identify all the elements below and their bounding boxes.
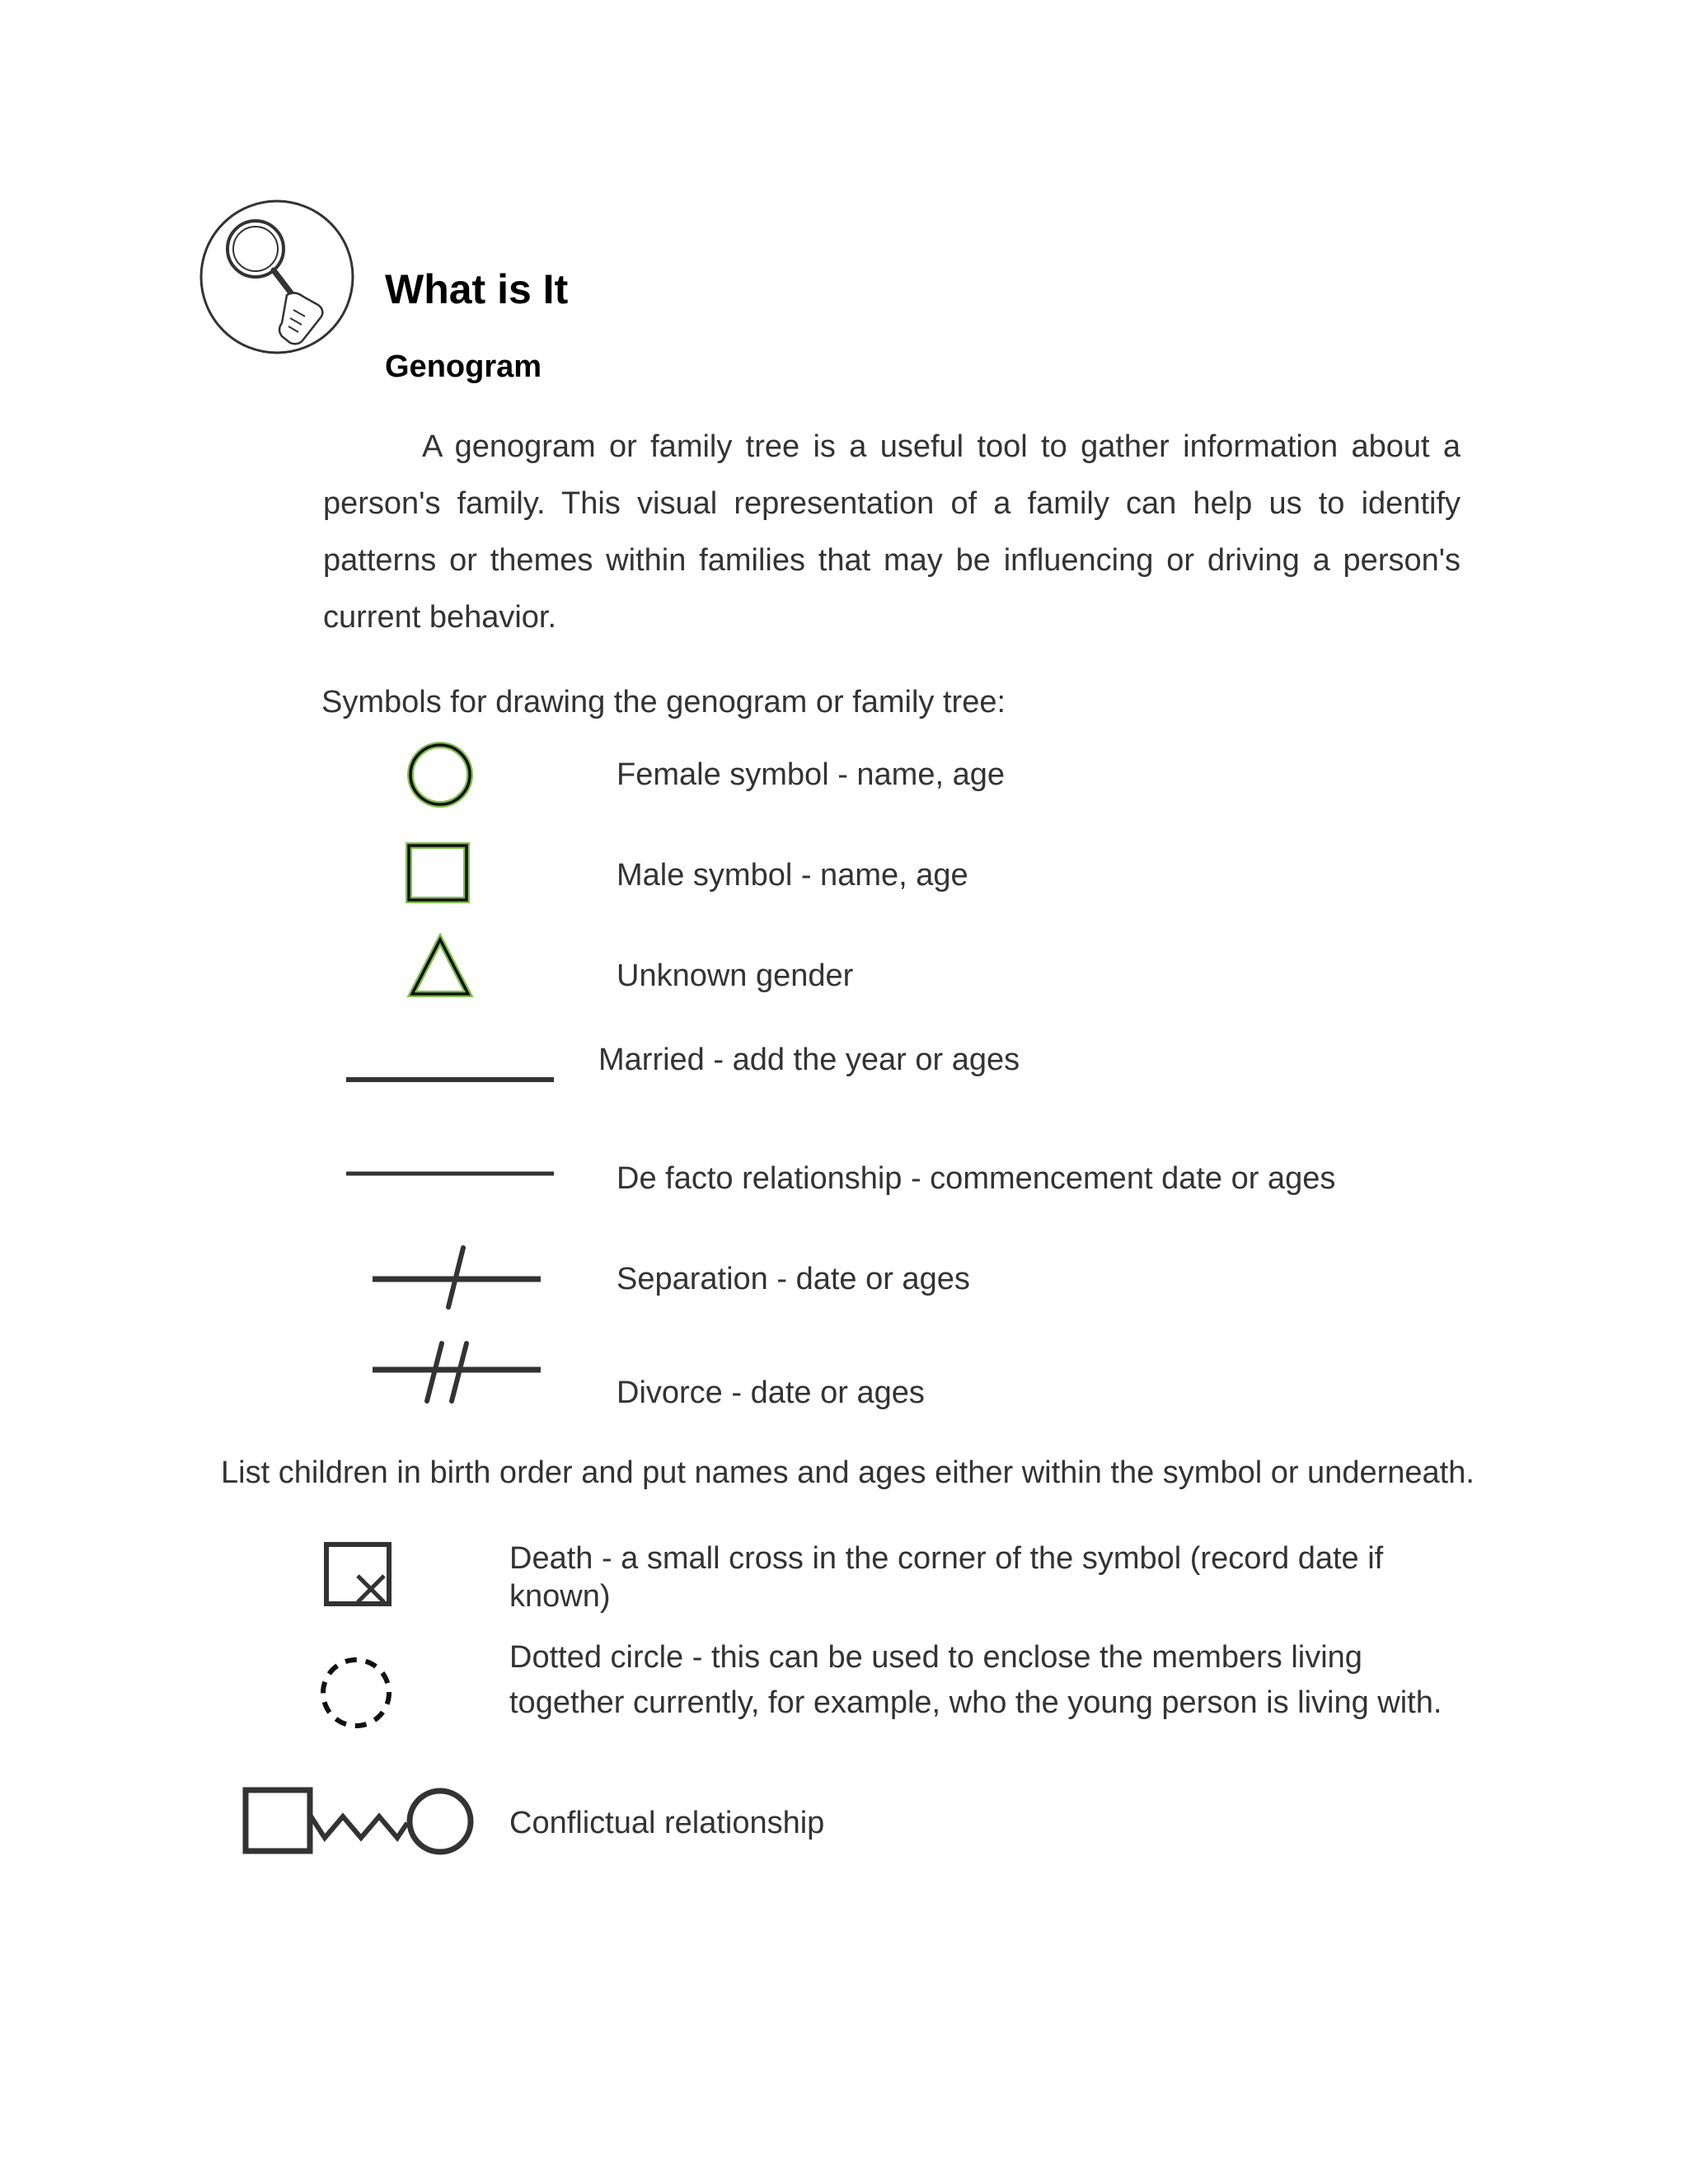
section-subtitle: Genogram (385, 349, 542, 384)
female-symbol-label: Female symbol - name, age (617, 757, 1005, 792)
unknown-triangle-icon (406, 933, 475, 1001)
dotted-circle-icon (315, 1652, 397, 1734)
de-facto-label: De facto relationship - commencement date or ages (617, 1161, 1336, 1196)
unknown-gender-label: Unknown gender (617, 958, 854, 993)
symbols-heading: Symbols for drawing the genogram or family tree: (321, 685, 1006, 719)
magnifier-hand-icon (198, 198, 356, 356)
separation-line-icon (371, 1244, 542, 1310)
death-square-icon (321, 1540, 396, 1610)
male-symbol-label: Male symbol - name, age (617, 858, 968, 893)
married-label: Married - add the year or ages (598, 1043, 1020, 1077)
children-note: List children in birth order and put names and ages either within the symbol or underneath. (221, 1455, 1475, 1490)
conflict-label: Conflictual relationship (509, 1806, 825, 1840)
page-title: What is It (385, 266, 569, 312)
divorce-line-icon (371, 1338, 542, 1404)
de-facto-line-icon (345, 1167, 556, 1180)
divorce-label: Divorce - date or ages (617, 1376, 925, 1410)
male-square-icon (404, 841, 471, 905)
conflict-relationship-icon (242, 1787, 476, 1856)
married-line-icon (345, 1071, 556, 1088)
female-circle-icon (406, 740, 475, 809)
intro-paragraph: A genogram or family tree is a useful tool to gather information about a person's family. This visual representation of a family can help us to identify patterns or themes within families that may be influencing or driving a person's current behavior. (323, 429, 1461, 635)
death-label: Death - a small cross in the corner of the symbol (record date if known) (509, 1541, 1384, 1614)
separation-label: Separation - date or ages (617, 1262, 970, 1296)
dotted-circle-label: Dotted circle - this can be used to enclose the members living together currently, for example, who the young person is living with. (509, 1640, 1442, 1720)
